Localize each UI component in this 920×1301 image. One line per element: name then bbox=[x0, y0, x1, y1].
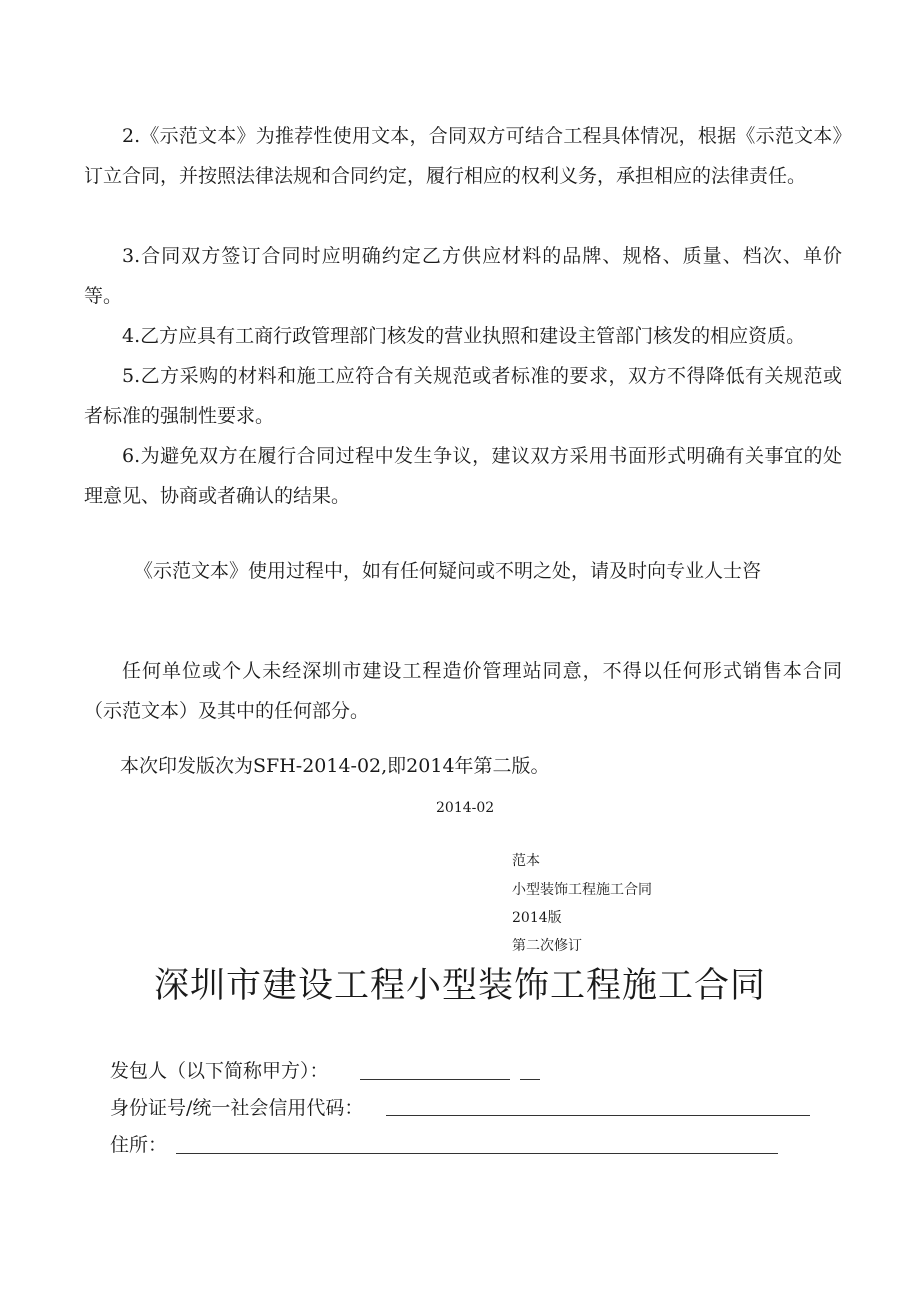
consult-notice: 《示范文本》使用过程中，如有任何疑问或不明之处，请及时向专业人士咨 bbox=[134, 560, 762, 582]
note-text: .合同双方签订合同时应明确约定乙方供应材料的品牌、规格、质量、档次、单价等。 bbox=[84, 245, 842, 307]
note-2 bbox=[84, 116, 842, 196]
note-5 bbox=[84, 356, 842, 436]
note-6 bbox=[84, 436, 842, 516]
note-text: .为避免双方在履行合同过程中发生争议，建议双方采用书面形式明确有关事宜的处理意见、协商或者确认的结果。 bbox=[84, 445, 842, 507]
note-text: .《示范文本》为推荐性使用文本，合同双方可结合工程具体情况，根据《示范文本》订立合同，并按照法律法规和合同约定，履行相应的权利义务，承担相应的法律责任。 bbox=[84, 125, 842, 187]
employer-blank-line-tail bbox=[520, 1079, 540, 1080]
note-number: 6 bbox=[122, 445, 135, 467]
note-text: .乙方应具有工商行政管理部门核发的营业执照和建设主管部门核发的相应资质。 bbox=[134, 325, 806, 347]
note-number: 4 bbox=[122, 325, 135, 347]
contract-title: 深圳市建设工程小型装饰工程施工合同 bbox=[153, 966, 766, 1006]
note-4 bbox=[84, 316, 842, 356]
address-blank-line[interactable] bbox=[176, 1153, 778, 1154]
edition-notice: 本次印发版次为SFH-2014-02,即2014年第二版。 bbox=[120, 755, 550, 777]
copyright-notice: 任何单位或个人未经深圳市建设工程造价管理站同意，不得以任何形式销售本合同（示范文本）及其中的任何部分。 bbox=[84, 660, 842, 722]
address-label: 住所： bbox=[110, 1134, 168, 1156]
employer-label: 发包人（以下简称甲方）： bbox=[110, 1060, 329, 1082]
side-label-template: 范本 bbox=[512, 853, 540, 869]
side-label-contract-type: 小型装饰工程施工合同 bbox=[512, 882, 652, 898]
side-label-revision: 第二次修订 bbox=[512, 938, 582, 954]
issue-date: 2014-02 bbox=[436, 800, 495, 816]
note-number: 5 bbox=[122, 365, 135, 387]
id-blank-line[interactable] bbox=[386, 1115, 810, 1116]
side-label-edition: 2014版 bbox=[512, 910, 562, 926]
id-label: 身份证号/统一社会信用代码： bbox=[110, 1097, 364, 1119]
note-number: 3 bbox=[122, 245, 135, 267]
note-text: .乙方采购的材料和施工应符合有关规范或者标准的要求，双方不得降低有关规范或者标准的强制性要求。 bbox=[84, 365, 842, 427]
employer-blank-line[interactable] bbox=[360, 1079, 510, 1080]
note-number: 2 bbox=[122, 125, 135, 147]
note-3 bbox=[84, 236, 842, 316]
